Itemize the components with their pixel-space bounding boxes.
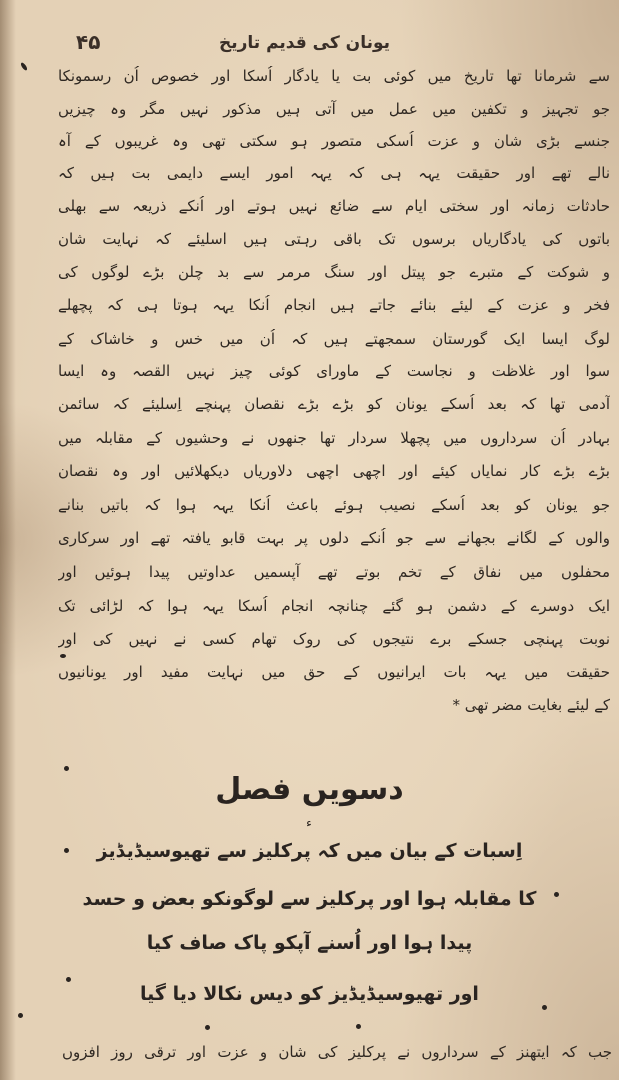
body-line-20: کے لیئے بغایت مضر تھی * (452, 696, 610, 714)
body-line-1: سے شرمانا تھا تاریخ میں کوئی بت یا یادگار اُسکا اور خصوص اُن رسمونکا (58, 67, 610, 85)
chapter-heading: دسویں فصل (215, 772, 404, 807)
ink-speck (554, 892, 559, 897)
body-line-18: نوبت پہنچی جسکے برے نتیجوں کی روک تھام کسی نے نہیں کی اور (58, 630, 610, 648)
ink-speck (205, 1025, 210, 1030)
chapter-summary-line-3: پیدا ہوا اور اُسنے آپکو پاک صاف کیا (146, 932, 473, 954)
body-line-14: جو یونان کو بعد اُسکے نصیب ہوئے باعث اُنکا یہہ ہوا کہ باتیں بنانے (58, 496, 610, 514)
ink-speck (542, 1005, 547, 1010)
body-line-13: بڑے بڑے کار نمایاں کیئے اور اچھی اچھی دلاوریاں دیکھلائیں اور وہ نقصان (58, 462, 610, 480)
body-line-19: حقیقت میں یہہ بات ایرانیوں کے حق میں نہایت مفید اور یونانیوں (58, 663, 610, 681)
body-line-5: حادثات زمانہ اور سختی ایام سے ضائع نہیں ہوتے اور اُنکے ذریعہ سے بھلی (58, 197, 610, 215)
body-line-15: والوں کے لگانے بجھانے سے جو اُنکے دلوں پر بہت قابو یافتہ تھے اور سرکاری (58, 529, 610, 547)
ink-speck (18, 1013, 23, 1018)
body-line-3: جنسے بڑی شان و عزت اُسکی متصور ہو سکتی تھی وہ غریبوں کے آہ (58, 132, 610, 150)
body-line-6: باتوں کی یادگاریاں برسوں تک باقی رہتی ہیں اسلیئے کہ نہایت شان (58, 230, 610, 248)
body-line-8: فخر و عزت کے لیئے بنائے جاتے ہیں انجام اُنکا یہہ ہوتا ہی کہ پچھلے (58, 296, 610, 314)
gutter-shadow (0, 0, 16, 1080)
ink-speck (356, 1024, 361, 1029)
ink-speck (66, 977, 71, 982)
ink-speck (60, 654, 66, 658)
body-line-2: جو تجہیز و تکفین میں عمل میں آتی ہیں مذکور نہیں مگر وہ چیزیں (58, 100, 610, 118)
chapter-ornament: ء (306, 816, 312, 830)
body-line-16: محفلوں میں نفاق کے تخم بوتے تھے آپسمیں عداوتیں پیدا ہوئیں اور (58, 563, 610, 581)
ink-speck (64, 848, 69, 853)
running-head: یونان کی قدیم تاریخ (218, 33, 390, 53)
body-line-11: آدمی تھا کہ بعد اُسکے یونان کو بڑے بڑے نقصان پہنچے اِسلیئے کہ سائمن (58, 395, 610, 413)
ink-speck (64, 766, 69, 771)
body-line-7: و شوکت کے متبرے جو پیتل اور سنگ مرمر سے بد چلن بڑے لوگوں کی (58, 263, 610, 281)
next-paragraph-line: جب کہ ایتھنز کے سرداروں نے پرکلیز کی شان و عزت اور ترقی روز افزوں (62, 1043, 612, 1061)
chapter-summary-line-4: اور تھیوسیڈیڈیز کو دیس نکالا دیا گیا (140, 983, 479, 1005)
chapter-summary-line-1: اِسبات کے بیان میں کہ پرکلیز سے تھیوسیڈیڈیز (96, 840, 523, 862)
page-number: ۴۵ (76, 30, 101, 54)
body-line-4: نالے تھے اور حقیقت یہہ ہی کہ یہہ امور ایسے دایمی بت ہیں کہ (58, 164, 610, 182)
ink-speck (20, 62, 28, 72)
body-line-10: سوا اور غلاظت و نجاست کے ماورای کوئی چیز نہیں القصہ وہ ایسا (58, 362, 610, 380)
chapter-summary-line-2: کا مقابلہ ہوا اور پرکلیز سے لوگونکو بعض و حسد (82, 888, 537, 910)
body-line-17: ایک دوسرے کے دشمن ہو گئے چنانچہ انجام اُسکا یہہ ہوا کہ لڑائی تک (58, 597, 610, 615)
body-line-12: بہادر اُن سرداروں میں پچھلا سردار تھا جنھوں نے وحشیوں کے مقابلہ میں (58, 429, 610, 447)
body-line-9: لوگ ایسا ایک گورستان سمجھتے ہیں کہ اُن میں خس و خاشاک کے (58, 330, 610, 348)
